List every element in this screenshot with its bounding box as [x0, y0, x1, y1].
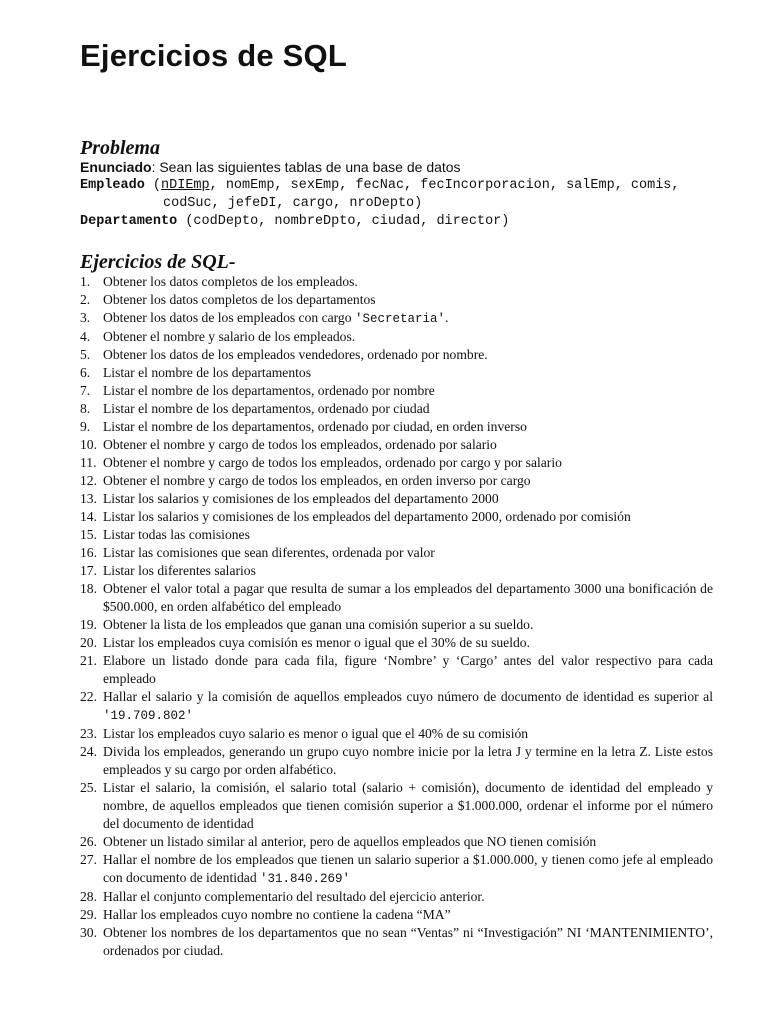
exercise-text [103, 833, 713, 851]
exercise-text [103, 273, 713, 291]
exercise-number: 18. [80, 581, 97, 596]
exercise-item [80, 725, 713, 743]
exercise-item [80, 851, 713, 888]
exercise-text [103, 508, 713, 526]
exercise-item [80, 436, 713, 454]
exercise-number: 28. [80, 889, 97, 904]
exercise-text-part: Listar los salarios y comisiones de los empleados del departamento 2000 [103, 491, 499, 506]
exercise-number: 11. [80, 455, 97, 470]
exercise-item [80, 888, 713, 906]
exercise-text [103, 851, 713, 888]
exercise-item [80, 382, 713, 400]
exercise-number: 24. [80, 744, 97, 759]
exercise-number: 12. [80, 473, 97, 488]
exercise-text-part: Hallar el conjunto complementario del resultado del ejercicio anterior. [103, 889, 485, 904]
exercise-item [80, 472, 713, 490]
exercise-text [103, 328, 713, 346]
exercise-text-part: Obtener el nombre y cargo de todos los empleados, ordenado por cargo y por salario [103, 455, 562, 470]
exercise-item [80, 634, 713, 652]
exercise-text-part: Obtener el nombre y cargo de todos los empleados, ordenado por salario [103, 437, 497, 452]
exercise-list [80, 273, 713, 960]
exercise-text-part: Listar los empleados cuyo salario es menor o igual que el 40% de su comisión [103, 726, 529, 741]
exercise-item [80, 906, 713, 924]
empleado-fields-line-2: codSuc, jefeDI, cargo, nroDepto) [163, 196, 423, 211]
statement-text: : Sean las siguientes tablas de una base de datos [151, 159, 461, 175]
exercise-text-part: Hallar el nombre de los empleados que tienen un salario superior a $1.000.000, y tienen como jefe al empleado con documento de identidad [103, 852, 713, 885]
departamento-fields: (codDepto, nombreDpto, ciudad, director) [177, 214, 510, 229]
exercise-text [103, 544, 713, 562]
exercise-text-part: Hallar los empleados cuyo nombre no contiene la cadena “MA” [103, 907, 451, 922]
exercise-item [80, 309, 713, 328]
exercise-number: 8. [80, 401, 91, 416]
exercise-text [103, 616, 713, 634]
exercise-text [103, 725, 713, 743]
exercise-number: 30. [80, 925, 97, 940]
statement-label: Enunciado [80, 159, 152, 175]
exercise-number: 3. [80, 310, 91, 325]
exercise-item [80, 454, 713, 472]
exercise-text [103, 562, 713, 580]
exercise-number: 22. [80, 689, 97, 704]
exercise-text-part: Elabore un listado donde para cada fila, figure ‘Nombre’ y ‘Cargo’ antes del valor respectivo para cada empleado [103, 653, 713, 686]
exercise-number: 5. [80, 347, 91, 362]
exercise-number: 19. [80, 617, 97, 632]
exercise-text-part: Divida los empleados, generando un grupo cuyo nombre inicie por la letra J y termine en la letra Z. Liste estos empleados y su cargo por orden alfabético. [103, 744, 713, 777]
exercise-number: 21. [80, 653, 97, 668]
exercise-item [80, 580, 713, 616]
exercise-text-part: Obtener los datos completos de los departamentos [103, 292, 376, 307]
exercise-text-part: Obtener los nombres de los departamentos que no sean “Ventas” ni “Investigación” NI ‘MANTENIMIENTO’, ordenados por ciudad. [103, 925, 713, 958]
departamento-table-name: Departamento [80, 214, 178, 229]
exercise-text [103, 291, 713, 309]
exercise-item [80, 779, 713, 833]
exercise-item [80, 688, 713, 725]
exercise-text [103, 364, 713, 382]
exercise-text-part: Listar el nombre de los departamentos, ordenado por nombre [103, 383, 435, 398]
exercise-item [80, 328, 713, 346]
exercise-text-part: Listar los empleados cuya comisión es menor o igual que el 30% de su sueldo. [103, 635, 530, 650]
exercise-number: 20. [80, 635, 97, 650]
exercise-text [103, 346, 713, 364]
exercise-number: 25. [80, 780, 97, 795]
sql-literal: '31.840.269' [260, 872, 351, 886]
exercise-number: 7. [80, 383, 91, 398]
exercise-text [103, 436, 713, 454]
exercise-item [80, 364, 713, 382]
exercise-number: 4. [80, 329, 91, 344]
exercise-item [80, 291, 713, 309]
empleado-schema-line-1 [80, 177, 728, 195]
exercise-text [103, 906, 713, 924]
exercise-text [103, 779, 713, 833]
exercise-text-part: Obtener los datos de los empleados vendedores, ordenado por nombre. [103, 347, 488, 362]
exercise-number: 15. [80, 527, 97, 542]
departamento-schema-line [80, 213, 728, 231]
exercise-number: 10. [80, 437, 97, 452]
exercise-text-part: Obtener la lista de los empleados que ganan una comisión superior a su sueldo. [103, 617, 534, 632]
page-title: Ejercicios de SQL [80, 38, 348, 73]
exercise-item [80, 616, 713, 634]
exercise-number: 17. [80, 563, 97, 578]
exercise-text [103, 652, 713, 688]
exercise-text [103, 580, 713, 616]
exercise-text [103, 490, 713, 508]
exercise-text [103, 454, 713, 472]
exercise-text-part: Listar todas las comisiones [103, 527, 250, 542]
problem-heading: Problema [80, 137, 160, 159]
exercise-text [103, 472, 713, 490]
exercise-number: 6. [80, 365, 91, 380]
exercise-text-part: Obtener un listado similar al anterior, pero de aquellos empleados que NO tienen comisión [103, 834, 597, 849]
exercise-text-part: Obtener el nombre y cargo de todos los empleados, en orden inverso por cargo [103, 473, 531, 488]
exercise-text-part: Hallar el salario y la comisión de aquellos empleados cuyo número de documento de identidad es superior al [103, 689, 713, 704]
exercise-text [103, 382, 713, 400]
exercise-text-part: Obtener los datos de los empleados con cargo [103, 310, 355, 325]
exercise-number: 27. [80, 852, 97, 867]
exercise-number: 26. [80, 834, 97, 849]
exercise-number: 13. [80, 491, 97, 506]
exercise-text [103, 526, 713, 544]
exercise-text-part: Listar el nombre de los departamentos [103, 365, 311, 380]
exercise-number: 2. [80, 292, 91, 307]
exercise-number: 16. [80, 545, 97, 560]
exercise-item [80, 490, 713, 508]
empleado-fields-line-1: , nomEmp, sexEmp, fecNac, fecIncorporacion, salEmp, comis, [209, 178, 680, 193]
exercise-text [103, 743, 713, 779]
exercise-item [80, 833, 713, 851]
exercise-item [80, 346, 713, 364]
empleado-table-name: Empleado [80, 178, 145, 193]
statement-line [80, 158, 728, 176]
exercise-item [80, 544, 713, 562]
exercise-text-part: Obtener el valor total a pagar que resulta de sumar a los empleados del departamento 3000 una bonificación de $500.000, en orden alfabético del empleado [103, 581, 713, 614]
exercise-item [80, 526, 713, 544]
exercise-text-part: Listar el nombre de los departamentos, ordenado por ciudad [103, 401, 430, 416]
exercise-text-part: Listar los salarios y comisiones de los empleados del departamento 2000, ordenado por comisión [103, 509, 631, 524]
exercise-text [103, 924, 713, 960]
exercise-number: 14. [80, 509, 97, 524]
exercise-text [103, 309, 713, 328]
exercise-text-part: . [444, 310, 449, 325]
exercise-text [103, 888, 713, 906]
exercise-number: 9. [80, 419, 91, 434]
exercise-text [103, 400, 713, 418]
sql-literal: '19.709.802' [103, 709, 194, 723]
exercise-number: 29. [80, 907, 97, 922]
exercise-item [80, 418, 713, 436]
empleado-open-paren: ( [144, 178, 162, 193]
empleado-schema-line-2 [80, 195, 728, 213]
exercise-number: 1. [80, 274, 91, 289]
exercise-number: 23. [80, 726, 97, 741]
exercise-item [80, 743, 713, 779]
exercise-text [103, 688, 713, 725]
exercise-text-part: Obtener los datos completos de los empleados. [103, 274, 358, 289]
exercise-item [80, 400, 713, 418]
exercise-item [80, 924, 713, 960]
exercise-text [103, 418, 713, 436]
exercise-item [80, 273, 713, 291]
empleado-primary-key: nDIEmp [161, 178, 210, 193]
exercise-item [80, 508, 713, 526]
exercises-heading: Ejercicios de SQL- [80, 251, 236, 273]
exercise-text-part: Listar los diferentes salarios [103, 563, 256, 578]
exercise-text-part: Listar el nombre de los departamentos, ordenado por ciudad, en orden inverso [103, 419, 527, 434]
exercise-item [80, 562, 713, 580]
exercise-item [80, 652, 713, 688]
exercise-text [103, 634, 713, 652]
sql-literal: 'Secretaria' [354, 312, 445, 326]
exercise-text-part: Obtener el nombre y salario de los empleados. [103, 329, 356, 344]
exercise-text-part: Listar las comisiones que sean diferentes, ordenada por valor [103, 545, 435, 560]
exercise-text-part: Listar el salario, la comisión, el salario total (salario + comisión), documento de identidad del empleado y nombre, de aquellos empleados que tienen comisión superior a $1.000.000, ordenar el informe por el número del documento de identidad [103, 780, 713, 831]
